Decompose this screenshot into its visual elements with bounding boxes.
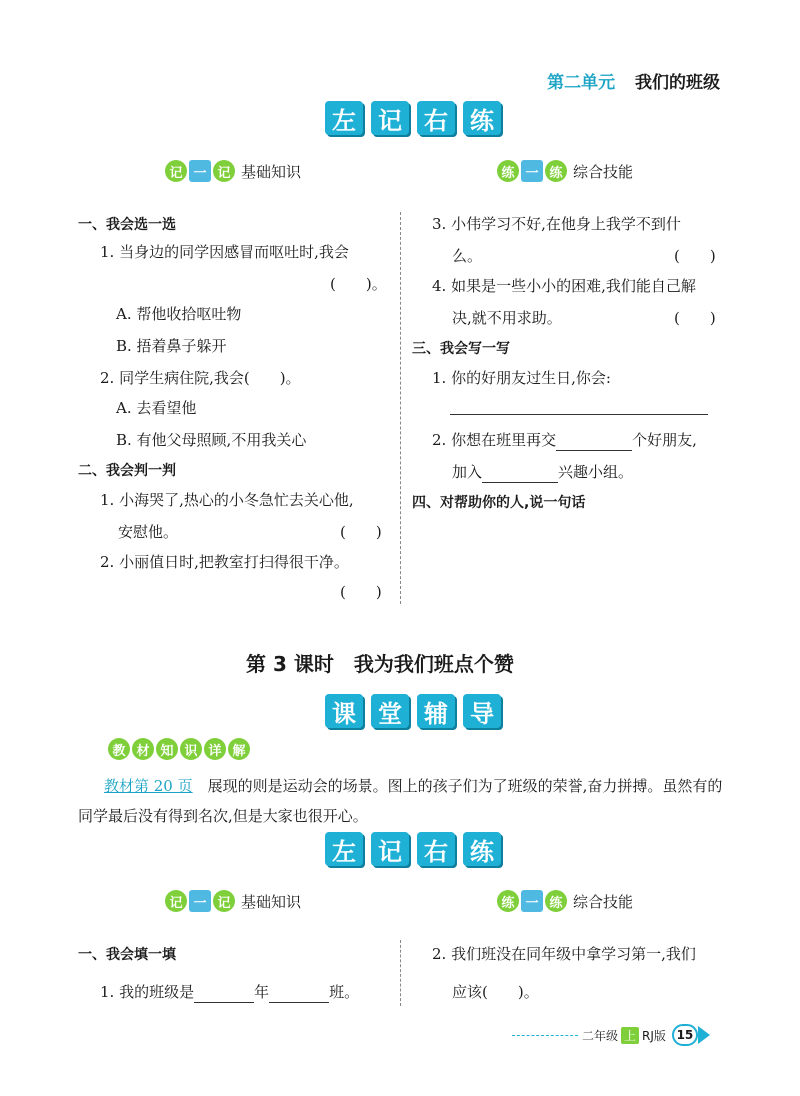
tag-char: 解 (228, 738, 250, 760)
tag-char: 详 (204, 738, 226, 760)
page-number-badge (672, 1024, 710, 1046)
banner-char: 记 (371, 101, 409, 135)
footer-grade: 二年级 (582, 1028, 619, 1043)
fill-1 (100, 982, 359, 1003)
question-1: 1. 当身边的同学因感冒而呕吐时,我会 (100, 243, 349, 261)
question-4-cont: 决,就不用求助。 (452, 309, 562, 327)
footer-edition: RJ版 (642, 1028, 666, 1043)
answer-paren: ( )。 (330, 275, 387, 293)
badge-char: 练 (497, 890, 519, 912)
banner-char: 辅 (417, 694, 455, 728)
question-r2: 2. 我们班没在同年级中拿学习第一,我们 (432, 945, 696, 963)
footer (512, 1024, 710, 1046)
badge-char: 练 (545, 160, 567, 182)
banner-char: 导 (463, 694, 501, 728)
option-b: B. 有他父母照顾,不用我关心 (116, 431, 307, 449)
answer-line[interactable] (450, 414, 708, 415)
option-b: B. 捂着鼻子躲开 (116, 337, 227, 355)
fill-text: 年 (254, 983, 270, 1001)
subhead-comprehensive-skills-2 (497, 890, 633, 912)
answer-paren: ( ) (340, 523, 382, 541)
banner-char: 右 (417, 832, 455, 866)
banner-char: 右 (417, 101, 455, 135)
footer-volume: 上 (621, 1027, 639, 1044)
badge-char: 记 (165, 890, 187, 912)
banner-class-guidance (325, 694, 501, 728)
question-3: 3. 小伟学习不好,在他身上我学不到什 (432, 215, 681, 233)
banner-char: 左 (325, 832, 363, 866)
write-2-text: 加入 (452, 463, 483, 481)
banner-char: 练 (463, 101, 501, 135)
lesson-title: 第 3 课时 我为我们班点个赞 (246, 652, 514, 676)
tag-char: 材 (132, 738, 154, 760)
unit-header (547, 68, 720, 93)
badge-char: 记 (213, 160, 235, 182)
section-choose: 一、我会选一选 (78, 217, 176, 233)
subhead-basic-knowledge-2 (165, 890, 301, 912)
paragraph-line2: 同学最后没有得到名次,但是大家也很开心。 (78, 807, 368, 825)
banner-char: 堂 (371, 694, 409, 728)
badge-char: 记 (165, 160, 187, 182)
badge-record (165, 890, 235, 912)
subhead-label: 基础知识 (241, 892, 302, 911)
tag-char: 知 (156, 738, 178, 760)
write-2-text: 2. 你想在班里再交 (432, 431, 557, 449)
textbook-page-link[interactable]: 教材第 20 页 (104, 777, 193, 795)
banner-left-record-right-practice-2 (325, 832, 501, 866)
tag-char: 识 (180, 738, 202, 760)
answer-paren: ( ) (674, 247, 716, 265)
explanation-paragraph (104, 776, 724, 796)
page-number: 15 (672, 1024, 698, 1046)
subhead-label: 综合技能 (573, 162, 634, 181)
unit-label: 第二单元 (547, 73, 616, 93)
section-write: 三、我会写一写 (412, 341, 510, 357)
write-2 (432, 430, 697, 451)
subhead-basic-knowledge (165, 160, 301, 182)
option-a: A. 去看望他 (116, 399, 197, 417)
fill-text: 班。 (329, 983, 360, 1001)
judge-2: 2. 小丽值日时,把教室打扫得很干净。 (100, 553, 349, 571)
banner-char: 课 (325, 694, 363, 728)
answer-paren: ( ) (674, 309, 716, 327)
question-r2-cont: 应该( )。 (452, 983, 539, 1001)
paragraph-text: 展现的则是运动会的场景。图上的孩子们为了班级的荣誉,奋力拼搏。虽然有的 (192, 777, 723, 795)
write-2-text: 个好朋友, (632, 431, 697, 449)
banner-char: 练 (463, 832, 501, 866)
badge-char: 记 (213, 890, 235, 912)
blank-class[interactable] (269, 982, 329, 1003)
arrow-right-icon (698, 1026, 710, 1044)
tag-textbook-knowledge (108, 738, 250, 760)
write-2-text: 兴趣小组。 (558, 463, 634, 481)
answer-paren: ( ) (340, 583, 382, 601)
judge-1: 1. 小海哭了,热心的小冬急忙去关心他, (100, 491, 354, 509)
question-2: 2. 同学生病住院,我会( )。 (100, 369, 301, 387)
subhead-label: 综合技能 (573, 892, 634, 911)
write-2-cont (452, 462, 633, 483)
banner-left-record-right-practice (325, 101, 501, 135)
subhead-label: 基础知识 (241, 162, 302, 181)
subhead-comprehensive-skills (497, 160, 633, 182)
section-fill: 一、我会填一填 (78, 947, 176, 963)
badge-practice (497, 160, 567, 182)
banner-char: 记 (371, 832, 409, 866)
banner-char: 左 (325, 101, 363, 135)
badge-char: 练 (497, 160, 519, 182)
badge-char: 练 (545, 890, 567, 912)
tag-char: 教 (108, 738, 130, 760)
blank-interest-group[interactable] (482, 462, 558, 483)
blank-grade[interactable] (194, 982, 254, 1003)
badge-char: 一 (189, 160, 211, 182)
unit-title: 我们的班级 (635, 73, 720, 93)
option-a: A. 帮他收拾呕吐物 (116, 305, 242, 323)
badge-record (165, 160, 235, 182)
badge-char: 一 (189, 890, 211, 912)
section-say: 四、对帮助你的人,说一句话 (412, 495, 586, 511)
footer-line (512, 1035, 578, 1036)
section-judge: 二、我会判一判 (78, 463, 176, 479)
fill-text: 1. 我的班级是 (100, 983, 195, 1001)
column-divider (400, 940, 401, 1006)
question-4: 4. 如果是一些小小的困难,我们能自己解 (432, 277, 696, 295)
badge-practice (497, 890, 567, 912)
judge-1-cont: 安慰他。 (118, 523, 179, 541)
blank-friends[interactable] (556, 430, 632, 451)
badge-char: 一 (521, 890, 543, 912)
question-3-cont: 么。 (452, 247, 483, 265)
badge-char: 一 (521, 160, 543, 182)
write-1: 1. 你的好朋友过生日,你会: (432, 369, 611, 387)
column-divider (400, 212, 401, 604)
